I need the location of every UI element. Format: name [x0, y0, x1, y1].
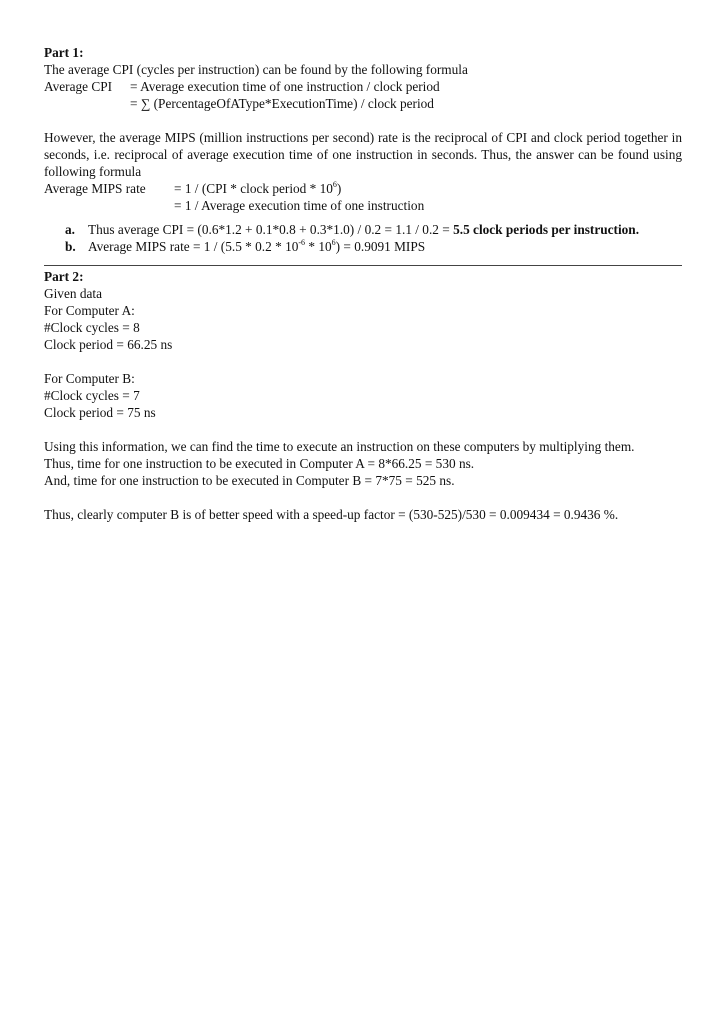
- cpi-equation-1: = Average execution time of one instruction / clock period: [130, 79, 440, 94]
- mips-formula-line2: [44, 197, 682, 214]
- computer-b-heading: For Computer B:: [44, 371, 135, 386]
- answer-a: Thus average CPI = (0.6*1.2 + 0.1*0.8 + 0.3*1.0) / 0.2 = 1.1 / 0.2 = 5.5 clock periods per instruction.: [88, 222, 640, 237]
- computer-a-cycles: #Clock cycles = 8: [44, 320, 140, 335]
- using-info-paragraph: Using this information, we can find the time to execute an instruction on these computers by multiplying them.: [44, 439, 635, 454]
- computer-b-cycles: #Clock cycles = 7: [44, 388, 140, 403]
- mips-explanation: However, the average MIPS (million instructions per second) rate is the reciprocal of CPI and clock period together in seconds, i.e. reciprocal of average execution time of one instruction in seconds. Thus, the answer can be found using following formula: [44, 130, 682, 179]
- list-item-b: [44, 238, 682, 255]
- computer-a-period: Clock period = 66.25 ns: [44, 337, 173, 352]
- cpi-formula-line2: [44, 95, 682, 112]
- computer-b-period: Clock period = 75 ns: [44, 405, 156, 420]
- list-marker-b: b.: [65, 239, 76, 254]
- time-computer-b: And, time for one instruction to be executed in Computer B = 7*75 = 525 ns.: [44, 473, 455, 488]
- mips-label: Average MIPS rate: [44, 181, 146, 196]
- time-computer-a: Thus, time for one instruction to be executed in Computer A = 8*66.25 = 530 ns.: [44, 456, 475, 471]
- section-divider: [44, 265, 682, 266]
- given-data: Given data: [44, 286, 102, 301]
- computer-a-heading: For Computer A:: [44, 303, 135, 318]
- mips-equation-1: = 1 / (CPI * clock period * $10^6$): [174, 179, 342, 196]
- conclusion: Thus, clearly computer B is of better speed with a speed-up factor = (530-525)/530 = 0.009434 = 0.9436 %.: [44, 507, 619, 522]
- part1-heading: Part 1:: [44, 45, 84, 60]
- mips-formula-line1: [44, 180, 682, 197]
- list-item-a: [44, 221, 682, 238]
- mips-equation-2: = 1 / Average execution time of one instruction: [174, 198, 425, 213]
- answer-list: [44, 221, 682, 255]
- cpi-equation-2: = ∑ (PercentageOfAType*ExecutionTime) / clock period: [130, 96, 434, 111]
- answer-b: Average MIPS rate = $1 / (5.5 * 0.2 * 10^{-6} * 10^6) = 0.9091$ MIPS: [88, 237, 426, 254]
- cpi-formula-line1: [44, 78, 682, 95]
- document-page: [44, 44, 682, 523]
- part1-intro: The average CPI (cycles per instruction) can be found by the following formula: [44, 62, 468, 77]
- part2-heading: Part 2:: [44, 269, 84, 284]
- list-marker-a: a.: [65, 222, 75, 237]
- cpi-label: Average CPI: [44, 79, 113, 94]
